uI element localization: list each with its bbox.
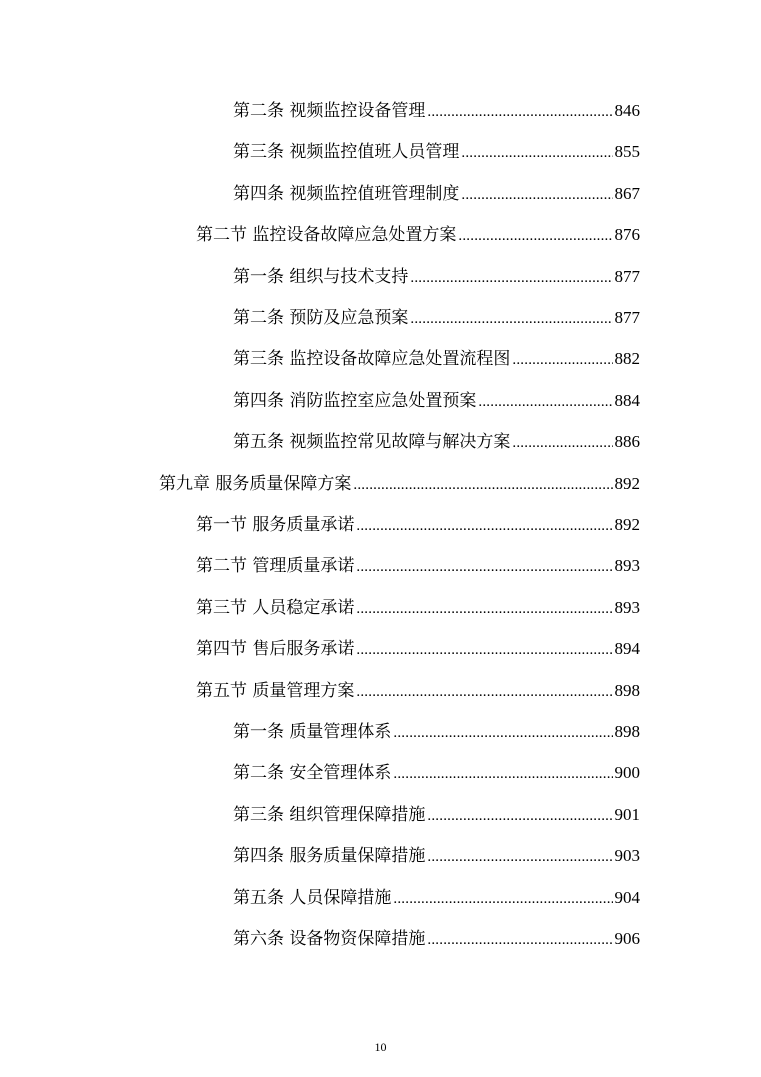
toc-entry[interactable] — [233, 137, 640, 167]
toc-entry-page: 877 — [614, 308, 640, 327]
page-number: 10 — [374, 1040, 387, 1054]
toc-entry-page: 904 — [614, 887, 640, 907]
toc-entry-title: 第四条 视频监控值班管理制度 — [233, 183, 460, 204]
toc-entry-page: 867 — [614, 183, 640, 203]
toc-entry-page: 903 — [614, 846, 640, 866]
toc-entry[interactable] — [233, 262, 640, 292]
dot-leader — [427, 808, 612, 825]
toc-entry-page: 893 — [614, 597, 640, 617]
toc-entry-page: 855 — [614, 142, 640, 162]
dot-leader — [458, 228, 612, 245]
toc-entry-page: 906 — [614, 929, 640, 948]
toc-entry-title: 第三节 人员稳定承诺 — [196, 597, 355, 618]
dot-leader — [478, 394, 612, 411]
toc-entry-title: 第二条 安全管理体系 — [233, 763, 392, 784]
toc-entry-title: 第五条 人员保障措施 — [233, 887, 392, 908]
dot-leader — [356, 559, 612, 576]
dot-leader — [393, 725, 612, 742]
toc-entry-title: 第二节 监控设备故障应急处置方案 — [196, 225, 457, 246]
dot-leader — [461, 145, 612, 162]
toc-entry-page: 846 — [614, 101, 640, 120]
toc-entry[interactable] — [196, 676, 640, 706]
dot-leader — [427, 849, 612, 866]
dot-leader — [512, 435, 612, 452]
toc-entry-title: 第五节 质量管理方案 — [196, 680, 355, 701]
toc-entry[interactable] — [233, 303, 640, 333]
toc-entry[interactable] — [233, 179, 640, 209]
toc-entry-title: 第六条 设备物资保障措施 — [233, 929, 426, 949]
dot-leader — [356, 601, 612, 618]
toc-entry-title: 第一条 质量管理体系 — [233, 722, 392, 742]
toc-entry-title: 第二节 管理质量承诺 — [196, 556, 355, 577]
dot-leader — [427, 104, 612, 121]
toc-entry-title: 第四条 服务质量保障措施 — [233, 846, 426, 867]
toc-entry-title: 第一条 组织与技术支持 — [233, 266, 409, 287]
toc-entry[interactable] — [233, 717, 640, 747]
toc-entry-title: 第九章 服务质量保障方案 — [159, 473, 352, 494]
toc-entry[interactable] — [233, 344, 640, 374]
toc-entry-page: 886 — [614, 432, 640, 452]
toc-entry[interactable] — [233, 386, 640, 416]
toc-entry-page: 898 — [614, 680, 640, 700]
toc-entry-page: 898 — [614, 722, 640, 741]
dot-leader — [393, 891, 612, 908]
toc-entry-title: 第三条 视频监控值班人员管理 — [233, 142, 460, 163]
toc-entry[interactable] — [233, 800, 640, 830]
toc-entry-title: 第三条 监控设备故障应急处置流程图 — [233, 349, 511, 370]
toc-entry[interactable] — [233, 427, 640, 457]
dot-leader — [353, 477, 612, 494]
toc-entry[interactable] — [233, 841, 640, 871]
toc-entry[interactable] — [233, 758, 640, 788]
toc-entry[interactable] — [196, 551, 640, 581]
toc-entry[interactable] — [159, 469, 640, 499]
toc-entry-title: 第一节 服务质量承诺 — [196, 515, 355, 535]
toc-entry-title: 第四节 售后服务承诺 — [196, 639, 355, 660]
toc-entry[interactable] — [233, 924, 640, 954]
toc-entry[interactable] — [233, 96, 640, 126]
toc-entry-title: 第三条 组织管理保障措施 — [233, 804, 426, 825]
toc-entry-page: 893 — [614, 556, 640, 576]
toc-entry[interactable] — [196, 510, 640, 540]
dot-leader — [410, 270, 612, 287]
dot-leader — [393, 766, 612, 783]
toc-entry-page: 892 — [614, 515, 640, 534]
toc-entry-page: 877 — [614, 266, 640, 286]
toc-entry-page: 900 — [614, 763, 640, 783]
toc-entry-title: 第二条 预防及应急预案 — [233, 308, 409, 328]
toc-entry[interactable] — [196, 634, 640, 664]
dot-leader — [356, 518, 612, 535]
dot-leader — [356, 684, 612, 701]
toc-entry-title: 第四条 消防监控室应急处置预案 — [233, 390, 477, 411]
dot-leader — [512, 352, 612, 369]
toc-entry[interactable] — [196, 220, 640, 250]
dot-leader — [410, 311, 612, 328]
dot-leader — [427, 932, 612, 949]
toc-entry[interactable] — [233, 883, 640, 913]
toc-entry-title: 第二条 视频监控设备管理 — [233, 101, 426, 121]
toc-entry-page: 882 — [614, 349, 640, 369]
dot-leader — [356, 642, 612, 659]
toc-entry-title: 第五条 视频监控常见故障与解决方案 — [233, 432, 511, 453]
toc-entry-page: 884 — [614, 390, 640, 410]
toc-entry-page: 901 — [614, 804, 640, 824]
toc-entry-page: 894 — [614, 639, 640, 659]
dot-leader — [461, 187, 612, 204]
toc-entry[interactable] — [196, 593, 640, 623]
toc-entry-page: 876 — [614, 225, 640, 245]
toc-entry-page: 892 — [614, 473, 640, 493]
